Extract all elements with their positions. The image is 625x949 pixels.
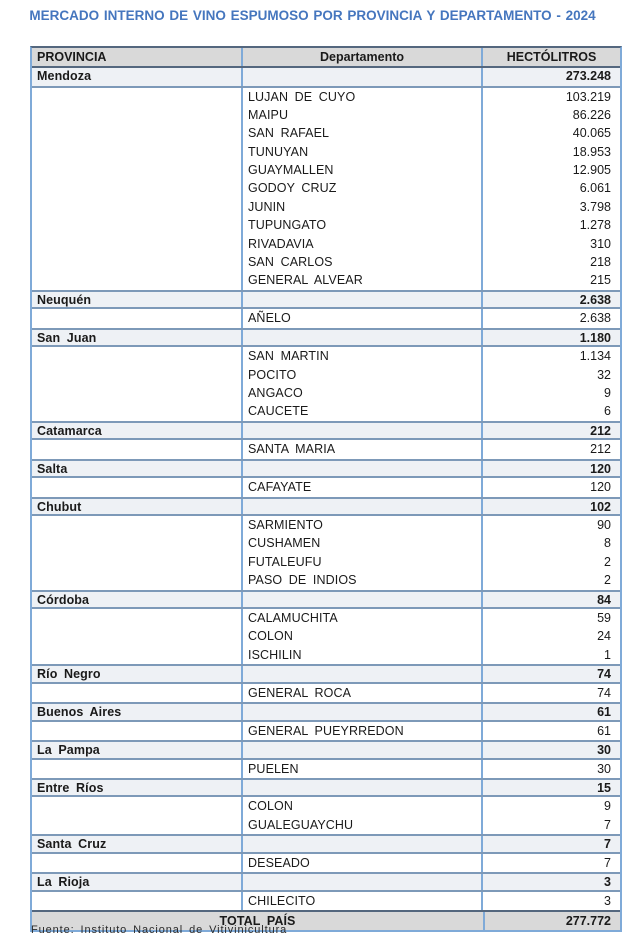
department-row xyxy=(32,646,620,664)
page-title: MERCADO INTERNO DE VINO ESPUMOSO POR PROVINCIA Y DEPARTAMENTO - 2024 xyxy=(29,8,596,23)
province-total-cell: 2.638 xyxy=(579,292,611,307)
department-name-cell: TUPUNGATO xyxy=(243,216,483,234)
department-row xyxy=(32,627,620,645)
department-row xyxy=(32,760,620,778)
department-value-cell: 3.798 xyxy=(579,199,611,214)
department-empty-cell xyxy=(32,143,243,161)
department-value-cell: 1 xyxy=(604,647,611,662)
department-name-cell: PASO DE INDIOS xyxy=(243,571,483,589)
province-total-cell: 102 xyxy=(590,499,611,514)
department-row xyxy=(32,534,620,552)
department-empty-cell xyxy=(32,534,243,552)
department-name-cell: CAUCETE xyxy=(243,402,483,420)
department-name-cell: GUALEGUAYCHU xyxy=(243,816,483,834)
department-row xyxy=(32,440,620,458)
province-name-cell: Río Negro xyxy=(32,666,243,682)
province-empty-cell xyxy=(243,461,483,477)
province-empty-cell xyxy=(243,666,483,682)
department-empty-cell xyxy=(32,271,243,289)
department-empty-cell xyxy=(32,366,243,384)
department-name-cell: GENERAL ROCA xyxy=(243,684,483,702)
province-total-cell: 74 xyxy=(597,667,611,682)
department-row xyxy=(32,198,620,216)
department-name-cell: CHILECITO xyxy=(243,892,483,910)
department-row xyxy=(32,684,620,702)
province-empty-cell xyxy=(243,423,483,439)
province-row xyxy=(32,328,620,348)
province-row xyxy=(32,740,620,760)
department-name-cell: TUNUYAN xyxy=(243,143,483,161)
department-empty-cell xyxy=(32,760,243,778)
province-name-cell: La Rioja xyxy=(32,874,243,890)
department-empty-cell xyxy=(32,854,243,872)
department-name-cell: POCITO xyxy=(243,366,483,384)
province-empty-cell xyxy=(243,874,483,890)
department-value-cell: 40.065 xyxy=(572,126,611,141)
department-value-cell: 2.638 xyxy=(579,311,611,326)
department-empty-cell xyxy=(32,124,243,142)
department-value-cell: 103.219 xyxy=(565,89,611,104)
province-row xyxy=(32,497,620,517)
department-name-cell: RIVADAVIA xyxy=(243,235,483,253)
province-row xyxy=(32,290,620,310)
department-empty-cell xyxy=(32,627,243,645)
department-value-cell: 215 xyxy=(590,273,611,288)
department-empty-cell xyxy=(32,571,243,589)
department-name-cell: ANGACO xyxy=(243,384,483,402)
department-row xyxy=(32,609,620,627)
department-empty-cell xyxy=(32,516,243,534)
province-total-cell: 3 xyxy=(604,875,611,890)
province-empty-cell xyxy=(243,704,483,720)
department-name-cell: SAN CARLOS xyxy=(243,253,483,271)
province-name-cell: Mendoza xyxy=(32,68,243,86)
department-empty-cell xyxy=(32,722,243,740)
province-name-cell: Chubut xyxy=(32,499,243,515)
department-value-cell: 120 xyxy=(590,480,611,495)
department-empty-cell xyxy=(32,235,243,253)
department-value-cell: 3 xyxy=(604,893,611,908)
province-empty-cell xyxy=(243,292,483,308)
department-empty-cell xyxy=(32,440,243,458)
department-empty-cell xyxy=(32,88,243,106)
department-row xyxy=(32,516,620,534)
province-name-cell: Santa Cruz xyxy=(32,836,243,852)
department-row xyxy=(32,892,620,910)
province-empty-cell xyxy=(243,780,483,796)
province-row xyxy=(32,459,620,479)
department-row xyxy=(32,309,620,327)
province-name-cell: Catamarca xyxy=(32,423,243,439)
province-total-cell: 7 xyxy=(604,837,611,852)
department-value-cell: 74 xyxy=(597,685,611,700)
department-name-cell: LUJAN DE CUYO xyxy=(243,88,483,106)
department-value-cell: 61 xyxy=(597,723,611,738)
province-total-cell: 212 xyxy=(590,423,611,438)
department-empty-cell xyxy=(32,216,243,234)
department-row xyxy=(32,797,620,815)
province-name-cell: Salta xyxy=(32,461,243,477)
province-total-cell: 120 xyxy=(590,461,611,476)
province-name-cell: Córdoba xyxy=(32,592,243,608)
department-name-cell: GODOY CRUZ xyxy=(243,179,483,197)
department-empty-cell xyxy=(32,684,243,702)
province-total-cell: 84 xyxy=(597,592,611,607)
department-row xyxy=(32,478,620,496)
department-value-cell: 2 xyxy=(604,573,611,588)
department-row xyxy=(32,143,620,161)
province-row xyxy=(32,664,620,684)
department-name-cell: COLON xyxy=(243,797,483,815)
department-row xyxy=(32,179,620,197)
department-value-cell: 2 xyxy=(604,554,611,569)
province-total-cell: 61 xyxy=(597,705,611,720)
department-name-cell: CUSHAMEN xyxy=(243,534,483,552)
document-page xyxy=(0,8,625,949)
department-name-cell: CAFAYATE xyxy=(243,478,483,496)
department-name-cell: SARMIENTO xyxy=(243,516,483,534)
department-value-cell: 212 xyxy=(590,442,611,457)
province-name-cell: La Pampa xyxy=(32,742,243,758)
department-empty-cell xyxy=(32,478,243,496)
wine-market-table xyxy=(30,46,622,932)
department-value-cell: 24 xyxy=(597,629,611,644)
province-row xyxy=(32,702,620,722)
department-row xyxy=(32,553,620,571)
department-name-cell: FUTALEUFU xyxy=(243,553,483,571)
department-value-cell: 9 xyxy=(604,799,611,814)
department-name-cell: GUAYMALLEN xyxy=(243,161,483,179)
province-total-cell: 30 xyxy=(597,743,611,758)
province-empty-cell xyxy=(243,330,483,346)
total-label-cell: TOTAL PAÍS xyxy=(32,912,485,930)
department-name-cell: CALAMUCHITA xyxy=(243,609,483,627)
header-cell-departamento: Departamento xyxy=(243,48,483,66)
department-value-cell: 90 xyxy=(597,518,611,533)
department-name-cell: GENERAL ALVEAR xyxy=(243,271,483,289)
header-cell-hectolitros: HECTÓLITROS xyxy=(506,50,597,64)
department-row xyxy=(32,124,620,142)
department-row xyxy=(32,347,620,365)
province-name-cell: San Juan xyxy=(32,330,243,346)
department-empty-cell xyxy=(32,646,243,664)
department-value-cell: 8 xyxy=(604,536,611,551)
department-empty-cell xyxy=(32,198,243,216)
department-value-cell: 1.134 xyxy=(579,349,611,364)
province-row xyxy=(32,590,620,610)
department-row xyxy=(32,571,620,589)
department-name-cell: COLON xyxy=(243,627,483,645)
province-name-cell: Neuquén xyxy=(32,292,243,308)
department-value-cell: 59 xyxy=(597,611,611,626)
province-empty-cell xyxy=(243,499,483,515)
department-row xyxy=(32,253,620,271)
department-value-cell: 30 xyxy=(597,761,611,776)
department-value-cell: 32 xyxy=(597,367,611,382)
department-row xyxy=(32,722,620,740)
province-row xyxy=(32,778,620,798)
department-empty-cell xyxy=(32,347,243,365)
department-empty-cell xyxy=(32,309,243,327)
department-value-cell: 218 xyxy=(590,255,611,270)
department-name-cell: GENERAL PUEYRREDON xyxy=(243,722,483,740)
department-value-cell: 6.061 xyxy=(579,181,611,196)
province-empty-cell xyxy=(243,68,483,86)
province-empty-cell xyxy=(243,836,483,852)
table-body xyxy=(32,68,620,910)
department-value-cell: 310 xyxy=(590,236,611,251)
department-empty-cell xyxy=(32,253,243,271)
department-empty-cell xyxy=(32,402,243,420)
department-name-cell: SANTA MARIA xyxy=(243,440,483,458)
department-name-cell: ISCHILIN xyxy=(243,646,483,664)
total-value-cell: 277.772 xyxy=(565,914,611,928)
department-empty-cell xyxy=(32,384,243,402)
department-empty-cell xyxy=(32,161,243,179)
department-empty-cell xyxy=(32,816,243,834)
department-empty-cell xyxy=(32,609,243,627)
header-cell-provincia: PROVINCIA xyxy=(32,48,243,66)
department-value-cell: 18.953 xyxy=(572,144,611,159)
province-empty-cell xyxy=(243,592,483,608)
department-name-cell: DESEADO xyxy=(243,854,483,872)
province-total-cell: 1.180 xyxy=(579,330,611,345)
department-name-cell: MAIPU xyxy=(243,106,483,124)
department-row xyxy=(32,88,620,106)
province-row xyxy=(32,68,620,88)
table-header-row xyxy=(32,48,620,68)
department-value-cell: 6 xyxy=(604,404,611,419)
department-row xyxy=(32,402,620,420)
department-empty-cell xyxy=(32,797,243,815)
province-name-cell: Entre Ríos xyxy=(32,780,243,796)
department-row xyxy=(32,106,620,124)
department-row xyxy=(32,271,620,289)
department-row xyxy=(32,384,620,402)
department-empty-cell xyxy=(32,106,243,124)
department-name-cell: PUELEN xyxy=(243,760,483,778)
department-row xyxy=(32,816,620,834)
department-row xyxy=(32,366,620,384)
department-value-cell: 86.226 xyxy=(572,107,611,122)
province-empty-cell xyxy=(243,742,483,758)
department-row xyxy=(32,161,620,179)
department-value-cell: 12.905 xyxy=(572,163,611,178)
department-empty-cell xyxy=(32,892,243,910)
department-row xyxy=(32,216,620,234)
department-value-cell: 7 xyxy=(604,855,611,870)
province-row xyxy=(32,834,620,854)
department-empty-cell xyxy=(32,179,243,197)
department-value-cell: 1.278 xyxy=(579,218,611,233)
department-row xyxy=(32,854,620,872)
province-row xyxy=(32,872,620,892)
department-name-cell: JUNIN xyxy=(243,198,483,216)
department-name-cell: SAN MARTIN xyxy=(243,347,483,365)
province-total-cell: 273.248 xyxy=(565,69,611,83)
department-row xyxy=(32,235,620,253)
department-name-cell: AÑELO xyxy=(243,309,483,327)
department-value-cell: 7 xyxy=(604,817,611,832)
province-total-cell: 15 xyxy=(597,780,611,795)
department-empty-cell xyxy=(32,553,243,571)
source-note: Fuente: Instituto Nacional de Vitivinicultura xyxy=(31,924,288,936)
department-name-cell: SAN RAFAEL xyxy=(243,124,483,142)
department-value-cell: 9 xyxy=(604,385,611,400)
province-name-cell: Buenos Aires xyxy=(32,704,243,720)
province-row xyxy=(32,421,620,441)
